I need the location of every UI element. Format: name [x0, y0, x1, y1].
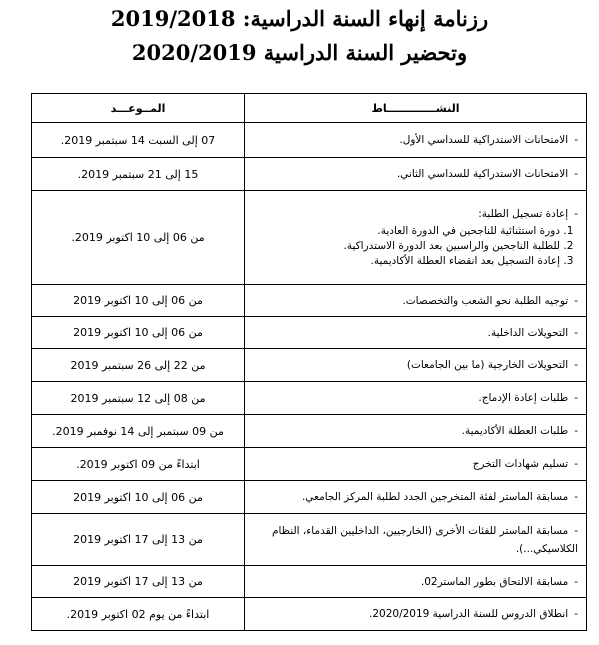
activity-cell	[245, 514, 587, 566]
table-row	[32, 481, 587, 514]
activity-cell	[245, 285, 587, 317]
bullet: -	[574, 491, 578, 503]
bullet: -	[574, 359, 578, 371]
date-text: من 06 إلى 10 اكتوبر 2019.	[71, 231, 205, 244]
activity-text: التحويلات الداخلية.	[487, 326, 569, 339]
activity-cell	[245, 481, 587, 514]
date-text: من 06 إلى 10 اكتوبر 2019	[73, 294, 203, 307]
activity-cell	[245, 317, 587, 349]
activity-text: طلبات العطلة الأكاديمية.	[461, 425, 569, 437]
date-text: من 13 إلى 17 اكتوبر 2019	[73, 533, 203, 546]
table-row	[32, 382, 587, 415]
list-item: 1. دورة استثنائية للناجحين في الدورة العادية.	[253, 224, 560, 239]
header-date: المــوعـــد	[32, 94, 245, 123]
activity-text: توجيه الطلبة نحو الشعب والتخصصات.	[402, 294, 569, 307]
title-line-1: رزنامة إنهاء السنة الدراسية: 2019/2018	[110, 6, 489, 31]
table-row	[32, 158, 587, 191]
activity-text: مسابقة الالتحاق بطور الماستر02.	[420, 575, 569, 588]
activity-cell	[245, 158, 587, 191]
schedule-table	[31, 93, 587, 631]
date-cell	[32, 349, 245, 382]
activity-text: الامتحانات الاستدراكية للسداسي الثاني.	[396, 168, 569, 180]
activity-cell	[245, 448, 587, 481]
date-cell	[32, 382, 245, 415]
date-cell	[32, 191, 245, 285]
bullet: -	[574, 134, 578, 146]
table-row	[32, 415, 587, 448]
activity-cell	[245, 566, 587, 598]
date-text: من 06 إلى 10 اكتوبر 2019	[73, 326, 203, 339]
date-cell	[32, 415, 245, 448]
date-text: من 08 إلى 12 سبتمبر 2019	[70, 391, 206, 405]
table-row	[32, 123, 587, 158]
header-activity: النشـــــــــــــاط	[245, 94, 587, 123]
activity-cell	[245, 123, 587, 158]
list-item: 2. للطلبة الناجحين والراسبين بعد الدورة الاستدراكية.	[253, 239, 560, 254]
activity-text: إعادة تسجيل الطلبة:	[478, 208, 569, 220]
table-row	[32, 566, 587, 598]
bullet: -	[574, 425, 578, 437]
activity-text: تسليم شهادات التخرج	[472, 458, 569, 470]
activity-cell	[245, 349, 587, 382]
table-header-row	[32, 94, 587, 123]
bullet: -	[574, 524, 578, 537]
table-row	[32, 598, 587, 631]
date-text: من 13 إلى 17 اكتوبر 2019	[73, 575, 203, 588]
date-cell	[32, 514, 245, 566]
title-line-2: وتحضير السنة الدراسية 2020/2019	[131, 40, 468, 65]
activity-cell	[245, 382, 587, 415]
bullet: -	[574, 326, 578, 339]
activity-cell	[245, 191, 587, 285]
date-text: ابتداءً من يوم 02 اكتوبر 2019.	[66, 607, 210, 621]
bullet: -	[574, 168, 578, 180]
table-row	[32, 191, 587, 285]
list-item: 3. إعادة التسجيل بعد انقضاء العطلة الأكاديمية.	[253, 254, 560, 269]
table-row	[32, 448, 587, 481]
reregistration-list	[253, 224, 578, 269]
bullet: -	[574, 294, 578, 307]
bullet: -	[574, 608, 578, 620]
activity-cell	[245, 415, 587, 448]
bullet: -	[574, 208, 578, 220]
activity-text: مسابقة الماستر للفئات الأخرى (الخارجيين، الداخليين القدماء، النظام الكلاسيكي...).	[271, 524, 578, 555]
date-cell	[32, 481, 245, 514]
activity-text: الامتحانات الاستدراكية للسداسي الأول.	[399, 134, 569, 146]
date-cell	[32, 317, 245, 349]
date-text: من 09 سبتمبر إلى 14 نوفمبر 2019.	[52, 424, 224, 438]
table-row	[32, 285, 587, 317]
activity-text: مسابقة الماستر لفئة المتخرجين الجدد لطلبة المركز الجامعي.	[301, 491, 569, 503]
date-cell	[32, 158, 245, 191]
bullet: -	[574, 392, 578, 404]
date-cell	[32, 598, 245, 631]
bullet: -	[574, 575, 578, 588]
activity-text: طلبات إعادة الإدماج.	[478, 392, 569, 404]
date-text: 07 إلى السبت 14 سبتمبر 2019.	[60, 133, 216, 147]
table-row	[32, 349, 587, 382]
date-cell	[32, 566, 245, 598]
bullet: -	[574, 458, 578, 470]
date-text: من 06 إلى 10 اكتوبر 2019	[73, 490, 203, 504]
activity-cell	[245, 598, 587, 631]
table-row	[32, 514, 587, 566]
date-text: 15 إلى 21 سبتمبر 2019.	[77, 167, 199, 181]
date-cell	[32, 123, 245, 158]
date-cell	[32, 448, 245, 481]
table-row	[32, 317, 587, 349]
date-cell	[32, 285, 245, 317]
date-text: من 22 إلى 26 سبتمبر 2019	[70, 358, 206, 372]
activity-text: التحويلات الخارجية (ما بين الجامعات)	[406, 359, 569, 371]
activity-text: انطلاق الدروس للسنة الدراسية 2020/2019.	[369, 608, 569, 620]
date-text: ابتداءً من 09 اكتوبر 2019.	[76, 457, 200, 471]
